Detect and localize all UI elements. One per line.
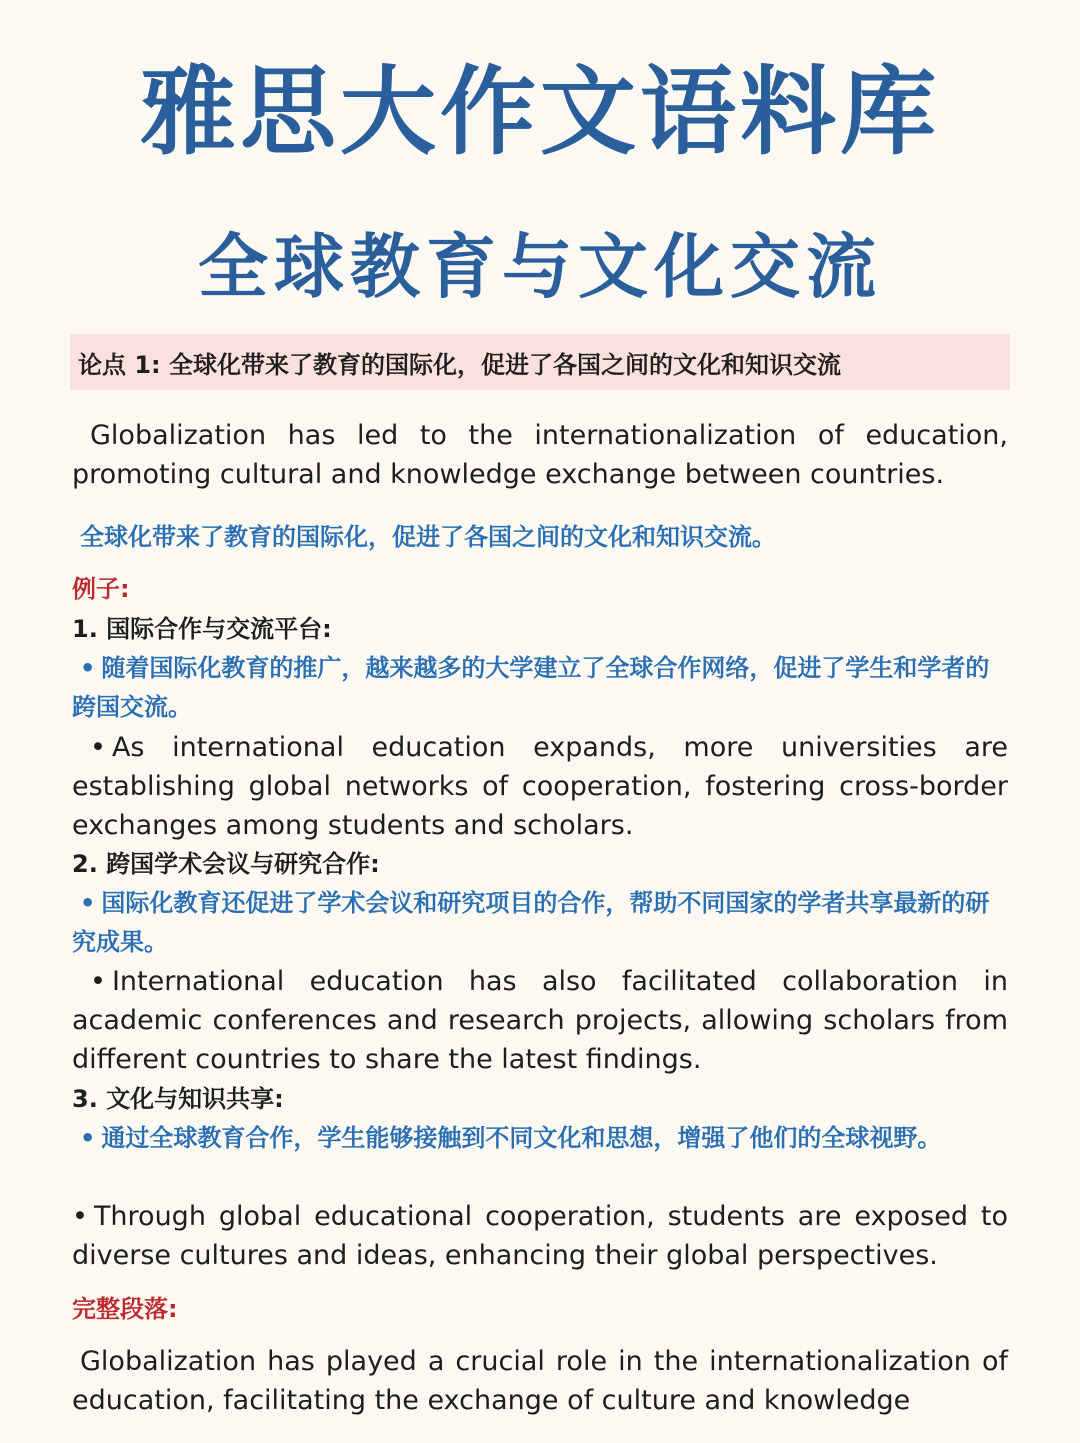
example-2-zh-text: 国际化教育还促进了学术会议和研究项目的合作，帮助不同国家的学者共享最新的研究成果。 [72, 889, 990, 956]
example-3-zh-text: 通过全球教育合作，学生能够接触到不同文化和思想，增强了他们的全球视野。 [101, 1124, 942, 1152]
example-2-en [72, 962, 1008, 1079]
bullet-icon: • [72, 1201, 88, 1232]
example-3-en-text: Through global educational cooperation, students are exposed to diverse cultures and ideas, enhancing their global perspectives. [72, 1201, 1008, 1271]
page-title: 雅思大作文语料库 [140, 55, 940, 168]
example-3-zh [72, 1119, 1008, 1158]
thesis-bar [70, 334, 1010, 390]
bullet-icon: • [90, 732, 106, 763]
thesis-label: 论点 1: 全球化带来了教育的国际化，促进了各国之间的文化和知识交流 [78, 350, 842, 379]
example-3-heading: 3. 文化与知识共享: [72, 1085, 284, 1113]
example-1-en [72, 728, 1008, 845]
example-2-zh [72, 884, 1008, 962]
example-2-heading: 2. 跨国学术会议与研究合作: [72, 850, 380, 878]
example-1-zh [72, 649, 1008, 727]
bullet-icon: • [80, 1124, 96, 1152]
example-1-en-text: As international education expands, more universities are establishing global networks of cooperation, fostering cross-border exchanges among students and scholars. [72, 732, 1008, 841]
bullet-icon: • [80, 889, 96, 917]
example-2-en-text: International education has also facilitated collaboration in academic conferences and research projects, allowing scholars from different countries to share the latest findings. [72, 966, 1008, 1075]
bullet-icon: • [80, 654, 96, 682]
page-subtitle: 全球教育与文化交流 [198, 226, 882, 308]
full-paragraph-label: 完整段落: [72, 1295, 178, 1323]
example-3-en [72, 1197, 1008, 1275]
intro-en: Globalization has led to the internationalization of education, promoting cultural and knowledge exchange between countries. [72, 420, 1008, 490]
intro-zh: 全球化带来了教育的国际化，促进了各国之间的文化和知识交流。 [80, 523, 776, 551]
full-paragraph-en: Globalization has played a crucial role in the internationalization of education, facilitating the exchange of culture and knowledge [72, 1346, 1008, 1416]
examples-label: 例子: [72, 575, 130, 603]
example-1-heading: 1. 国际合作与交流平台: [72, 615, 332, 643]
example-1-zh-text: 随着国际化教育的推广，越来越多的大学建立了全球合作网络，促进了学生和学者的跨国交流。 [72, 654, 990, 721]
bullet-icon: • [90, 966, 106, 997]
